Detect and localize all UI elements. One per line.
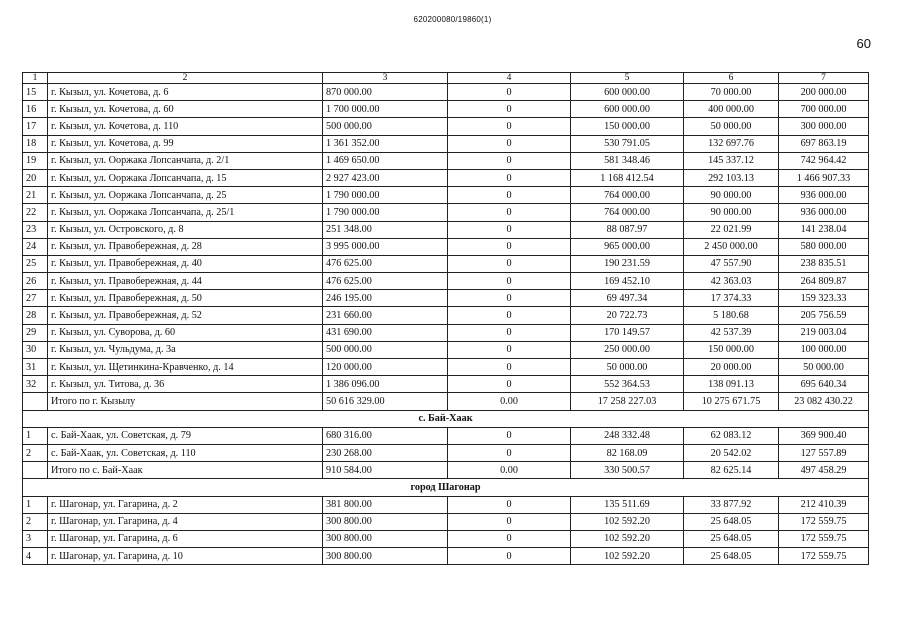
amount-cell: 476 625.00 xyxy=(323,273,448,290)
row-number: 23 xyxy=(23,221,48,238)
address-cell: г. Кызыл, ул. Правобережная, д. 28 xyxy=(48,238,323,255)
table-row xyxy=(23,444,869,461)
amount-cell: 0 xyxy=(448,513,571,530)
table-row xyxy=(23,84,869,101)
amount-cell: 264 809.87 xyxy=(779,273,869,290)
amount-cell: 172 559.75 xyxy=(779,530,869,547)
amount-cell: 300 800.00 xyxy=(323,548,448,565)
amount-cell: 42 363.03 xyxy=(684,273,779,290)
table-row xyxy=(23,204,869,221)
row-number: 2 xyxy=(23,513,48,530)
amount-cell: 212 410.39 xyxy=(779,496,869,513)
amount-cell: 170 149.57 xyxy=(571,324,684,341)
table-row xyxy=(23,341,869,358)
address-cell: с. Бай-Хаак, ул. Советская, д. 79 xyxy=(48,427,323,444)
row-number: 16 xyxy=(23,101,48,118)
amount-cell: 600 000.00 xyxy=(571,101,684,118)
address-cell: г. Шагонар, ул. Гагарина, д. 4 xyxy=(48,513,323,530)
row-number: 29 xyxy=(23,324,48,341)
amount-cell: 69 497.34 xyxy=(571,290,684,307)
total-row xyxy=(23,393,869,410)
row-number: 25 xyxy=(23,255,48,272)
funding-table xyxy=(22,72,869,565)
amount-cell: 300 800.00 xyxy=(323,530,448,547)
amount-cell: 552 364.53 xyxy=(571,376,684,393)
column-header: 6 xyxy=(684,73,779,84)
table-row xyxy=(23,221,869,238)
amount-cell: 1 469 650.00 xyxy=(323,152,448,169)
amount-cell: 62 083.12 xyxy=(684,427,779,444)
amount-cell: 127 557.89 xyxy=(779,444,869,461)
amount-cell: 47 557.90 xyxy=(684,255,779,272)
amount-cell: 381 800.00 xyxy=(323,496,448,513)
table-row xyxy=(23,187,869,204)
table-row xyxy=(23,101,869,118)
amount-cell: 82 168.09 xyxy=(571,444,684,461)
address-cell: г. Кызыл, ул. Кочетова, д. 99 xyxy=(48,135,323,152)
amount-cell: 497 458.29 xyxy=(779,462,869,479)
row-number: 20 xyxy=(23,169,48,186)
amount-cell: 17 374.33 xyxy=(684,290,779,307)
amount-cell: 0 xyxy=(448,359,571,376)
amount-cell: 82 625.14 xyxy=(684,462,779,479)
amount-cell: 0 xyxy=(448,169,571,186)
amount-cell: 0 xyxy=(448,290,571,307)
amount-cell: 2 450 000.00 xyxy=(684,238,779,255)
amount-cell: 23 082 430.22 xyxy=(779,393,869,410)
amount-cell: 102 592.20 xyxy=(571,513,684,530)
amount-cell: 581 348.46 xyxy=(571,152,684,169)
amount-cell: 1 386 096.00 xyxy=(323,376,448,393)
address-cell: г. Кызыл, ул. Суворова, д. 60 xyxy=(48,324,323,341)
row-number: 19 xyxy=(23,152,48,169)
table-row xyxy=(23,427,869,444)
amount-cell: 369 900.40 xyxy=(779,427,869,444)
table-row xyxy=(23,324,869,341)
column-header: 1 xyxy=(23,73,48,84)
amount-cell: 936 000.00 xyxy=(779,187,869,204)
amount-cell: 0 xyxy=(448,118,571,135)
row-number xyxy=(23,393,48,410)
amount-cell: 100 000.00 xyxy=(779,341,869,358)
amount-cell: 230 268.00 xyxy=(323,444,448,461)
address-cell: г. Кызыл, ул. Правобережная, д. 50 xyxy=(48,290,323,307)
column-header: 5 xyxy=(571,73,684,84)
amount-cell: 1 790 000.00 xyxy=(323,187,448,204)
amount-cell: 0 xyxy=(448,221,571,238)
row-number: 31 xyxy=(23,359,48,376)
amount-cell: 238 835.51 xyxy=(779,255,869,272)
amount-cell: 0 xyxy=(448,427,571,444)
header-row xyxy=(23,73,869,84)
amount-cell: 33 877.92 xyxy=(684,496,779,513)
address-cell: г. Кызыл, ул. Титова, д. 36 xyxy=(48,376,323,393)
row-number: 1 xyxy=(23,496,48,513)
table-row xyxy=(23,359,869,376)
row-number: 30 xyxy=(23,341,48,358)
amount-cell: 580 000.00 xyxy=(779,238,869,255)
amount-cell: 50 000.00 xyxy=(571,359,684,376)
amount-cell: 0 xyxy=(448,84,571,101)
amount-cell: 1 700 000.00 xyxy=(323,101,448,118)
amount-cell: 219 003.04 xyxy=(779,324,869,341)
amount-cell: 500 000.00 xyxy=(323,341,448,358)
amount-cell: 910 584.00 xyxy=(323,462,448,479)
address-cell: г. Кызыл, ул. Ооржака Лопсанчапа, д. 25/1 xyxy=(48,204,323,221)
row-number: 4 xyxy=(23,548,48,565)
address-cell: г. Шагонар, ул. Гагарина, д. 6 xyxy=(48,530,323,547)
amount-cell: 292 103.13 xyxy=(684,169,779,186)
table-row xyxy=(23,135,869,152)
table-row xyxy=(23,496,869,513)
table-row xyxy=(23,238,869,255)
amount-cell: 400 000.00 xyxy=(684,101,779,118)
document-id: 620200080/19860(1) xyxy=(413,15,492,24)
total-label: Итого по г. Кызылу xyxy=(48,393,323,410)
amount-cell: 600 000.00 xyxy=(571,84,684,101)
amount-cell: 190 231.59 xyxy=(571,255,684,272)
row-number: 26 xyxy=(23,273,48,290)
amount-cell: 88 087.97 xyxy=(571,221,684,238)
amount-cell: 0.00 xyxy=(448,393,571,410)
amount-cell: 0 xyxy=(448,204,571,221)
row-number: 21 xyxy=(23,187,48,204)
section-title: с. Бай-Хаак xyxy=(23,410,869,427)
address-cell: г. Кызыл, ул. Кочетова, д. 110 xyxy=(48,118,323,135)
amount-cell: 0.00 xyxy=(448,462,571,479)
amount-cell: 1 361 352.00 xyxy=(323,135,448,152)
address-cell: г. Кызыл, ул. Ооржака Лопсанчапа, д. 25 xyxy=(48,187,323,204)
total-row xyxy=(23,462,869,479)
address-cell: г. Кызыл, ул. Правобережная, д. 44 xyxy=(48,273,323,290)
row-number: 24 xyxy=(23,238,48,255)
address-cell: г. Кызыл, ул. Правобережная, д. 52 xyxy=(48,307,323,324)
amount-cell: 3 995 000.00 xyxy=(323,238,448,255)
amount-cell: 42 537.39 xyxy=(684,324,779,341)
amount-cell: 172 559.75 xyxy=(779,548,869,565)
amount-cell: 135 511.69 xyxy=(571,496,684,513)
table-row xyxy=(23,290,869,307)
amount-cell: 200 000.00 xyxy=(779,84,869,101)
row-number: 22 xyxy=(23,204,48,221)
row-number: 15 xyxy=(23,84,48,101)
amount-cell: 0 xyxy=(448,101,571,118)
address-cell: г. Кызыл, ул. Щетинкина-Кравченко, д. 14 xyxy=(48,359,323,376)
amount-cell: 120 000.00 xyxy=(323,359,448,376)
amount-cell: 5 180.68 xyxy=(684,307,779,324)
amount-cell: 764 000.00 xyxy=(571,187,684,204)
amount-cell: 0 xyxy=(448,324,571,341)
amount-cell: 697 863.19 xyxy=(779,135,869,152)
amount-cell: 20 000.00 xyxy=(684,359,779,376)
amount-cell: 764 000.00 xyxy=(571,204,684,221)
amount-cell: 150 000.00 xyxy=(571,118,684,135)
amount-cell: 90 000.00 xyxy=(684,204,779,221)
section-row xyxy=(23,410,869,427)
address-cell: г. Кызыл, ул. Островского, д. 8 xyxy=(48,221,323,238)
amount-cell: 742 964.42 xyxy=(779,152,869,169)
table-row xyxy=(23,152,869,169)
amount-cell: 205 756.59 xyxy=(779,307,869,324)
amount-cell: 0 xyxy=(448,548,571,565)
amount-cell: 25 648.05 xyxy=(684,530,779,547)
row-number: 32 xyxy=(23,376,48,393)
address-cell: г. Шагонар, ул. Гагарина, д. 10 xyxy=(48,548,323,565)
amount-cell: 0 xyxy=(448,376,571,393)
row-number: 3 xyxy=(23,530,48,547)
amount-cell: 0 xyxy=(448,307,571,324)
amount-cell: 102 592.20 xyxy=(571,548,684,565)
row-number: 28 xyxy=(23,307,48,324)
amount-cell: 476 625.00 xyxy=(323,255,448,272)
amount-cell: 248 332.48 xyxy=(571,427,684,444)
amount-cell: 138 091.13 xyxy=(684,376,779,393)
address-cell: г. Шагонар, ул. Гагарина, д. 2 xyxy=(48,496,323,513)
amount-cell: 530 791.05 xyxy=(571,135,684,152)
amount-cell: 251 348.00 xyxy=(323,221,448,238)
amount-cell: 70 000.00 xyxy=(684,84,779,101)
amount-cell: 0 xyxy=(448,238,571,255)
amount-cell: 102 592.20 xyxy=(571,530,684,547)
amount-cell: 0 xyxy=(448,187,571,204)
table-row xyxy=(23,530,869,547)
amount-cell: 0 xyxy=(448,341,571,358)
page-number: 60 xyxy=(856,36,871,51)
address-cell: г. Кызыл, ул. Чульдума, д. 3а xyxy=(48,341,323,358)
amount-cell: 0 xyxy=(448,135,571,152)
amount-cell: 20 722.73 xyxy=(571,307,684,324)
amount-cell: 145 337.12 xyxy=(684,152,779,169)
amount-cell: 0 xyxy=(448,152,571,169)
amount-cell: 17 258 227.03 xyxy=(571,393,684,410)
amount-cell: 2 927 423.00 xyxy=(323,169,448,186)
row-number: 17 xyxy=(23,118,48,135)
amount-cell: 870 000.00 xyxy=(323,84,448,101)
row-number: 18 xyxy=(23,135,48,152)
amount-cell: 141 238.04 xyxy=(779,221,869,238)
table-row xyxy=(23,169,869,186)
row-number: 1 xyxy=(23,427,48,444)
row-number: 2 xyxy=(23,444,48,461)
amount-cell: 25 648.05 xyxy=(684,513,779,530)
amount-cell: 50 000.00 xyxy=(779,359,869,376)
section-row xyxy=(23,479,869,496)
address-cell: г. Кызыл, ул. Кочетова, д. 60 xyxy=(48,101,323,118)
amount-cell: 695 640.34 xyxy=(779,376,869,393)
amount-cell: 0 xyxy=(448,273,571,290)
column-header: 3 xyxy=(323,73,448,84)
amount-cell: 330 500.57 xyxy=(571,462,684,479)
amount-cell: 231 660.00 xyxy=(323,307,448,324)
address-cell: с. Бай-Хаак, ул. Советская, д. 110 xyxy=(48,444,323,461)
amount-cell: 20 542.02 xyxy=(684,444,779,461)
amount-cell: 500 000.00 xyxy=(323,118,448,135)
amount-cell: 965 000.00 xyxy=(571,238,684,255)
amount-cell: 1 466 907.33 xyxy=(779,169,869,186)
column-header: 2 xyxy=(48,73,323,84)
table-row xyxy=(23,273,869,290)
table-row xyxy=(23,513,869,530)
amount-cell: 10 275 671.75 xyxy=(684,393,779,410)
amount-cell: 300 000.00 xyxy=(779,118,869,135)
amount-cell: 0 xyxy=(448,530,571,547)
amount-cell: 50 616 329.00 xyxy=(323,393,448,410)
amount-cell: 50 000.00 xyxy=(684,118,779,135)
total-label: Итого по с. Бай-Хаак xyxy=(48,462,323,479)
address-cell: г. Кызыл, ул. Кочетова, д. 6 xyxy=(48,84,323,101)
amount-cell: 431 690.00 xyxy=(323,324,448,341)
amount-cell: 25 648.05 xyxy=(684,548,779,565)
amount-cell: 132 697.76 xyxy=(684,135,779,152)
address-cell: г. Кызыл, ул. Ооржака Лопсанчапа, д. 2/1 xyxy=(48,152,323,169)
section-title: город Шагонар xyxy=(23,479,869,496)
amount-cell: 159 323.33 xyxy=(779,290,869,307)
amount-cell: 1 790 000.00 xyxy=(323,204,448,221)
amount-cell: 680 316.00 xyxy=(323,427,448,444)
address-cell: г. Кызыл, ул. Правобережная, д. 40 xyxy=(48,255,323,272)
table-row xyxy=(23,548,869,565)
amount-cell: 169 452.10 xyxy=(571,273,684,290)
amount-cell: 246 195.00 xyxy=(323,290,448,307)
table-row xyxy=(23,255,869,272)
amount-cell: 250 000.00 xyxy=(571,341,684,358)
amount-cell: 172 559.75 xyxy=(779,513,869,530)
amount-cell: 150 000.00 xyxy=(684,341,779,358)
amount-cell: 0 xyxy=(448,444,571,461)
table-row xyxy=(23,307,869,324)
amount-cell: 700 000.00 xyxy=(779,101,869,118)
amount-cell: 22 021.99 xyxy=(684,221,779,238)
table-row xyxy=(23,376,869,393)
table-row xyxy=(23,118,869,135)
column-header: 4 xyxy=(448,73,571,84)
amount-cell: 1 168 412.54 xyxy=(571,169,684,186)
amount-cell: 0 xyxy=(448,496,571,513)
amount-cell: 936 000.00 xyxy=(779,204,869,221)
row-number xyxy=(23,462,48,479)
amount-cell: 90 000.00 xyxy=(684,187,779,204)
row-number: 27 xyxy=(23,290,48,307)
column-header: 7 xyxy=(779,73,869,84)
amount-cell: 300 800.00 xyxy=(323,513,448,530)
address-cell: г. Кызыл, ул. Ооржака Лопсанчапа, д. 15 xyxy=(48,169,323,186)
amount-cell: 0 xyxy=(448,255,571,272)
